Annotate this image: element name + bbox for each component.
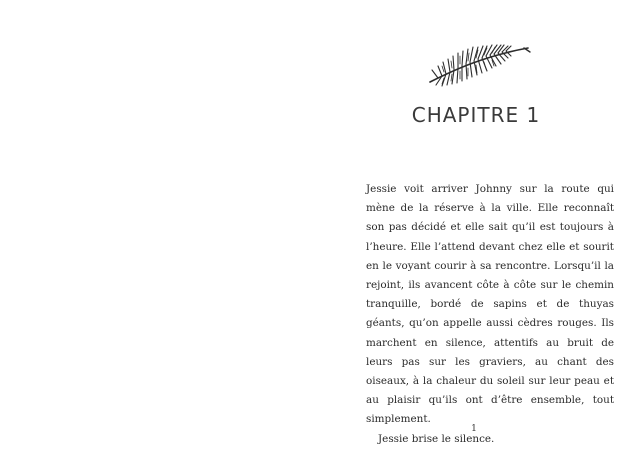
page-number: 1 [471, 424, 477, 434]
cedar-branch-icon [424, 34, 534, 96]
chapter-text [366, 180, 614, 449]
chapter-title: CHAPITRE 1 [411, 103, 541, 127]
paragraph-2: Jessie brise le silence. [378, 432, 495, 445]
paragraph-1: Jessie voit arriver Johnny sur la route qui mène de la réserve à la ville. Elle reconnaît son pas décidé et elle sait qu’il est toujours à l’heure. Elle l’attend devant chez elle et sourit en le voyant courir à sa rencontre. Lorsqu’il la rejoint, ils avancent côte à côte sur le chemin tranquille, bordé de sapins et de thuyas géants, qu’on appelle aussi cèdres rouges. Ils marchent en silence, attentifs au bruit de leurs pas sur les graviers, au chant des oiseaux, à la chaleur du soleil sur leur peau et au plaisir qu’ils ont d’être ensemble, tout simplement. [366, 183, 614, 426]
